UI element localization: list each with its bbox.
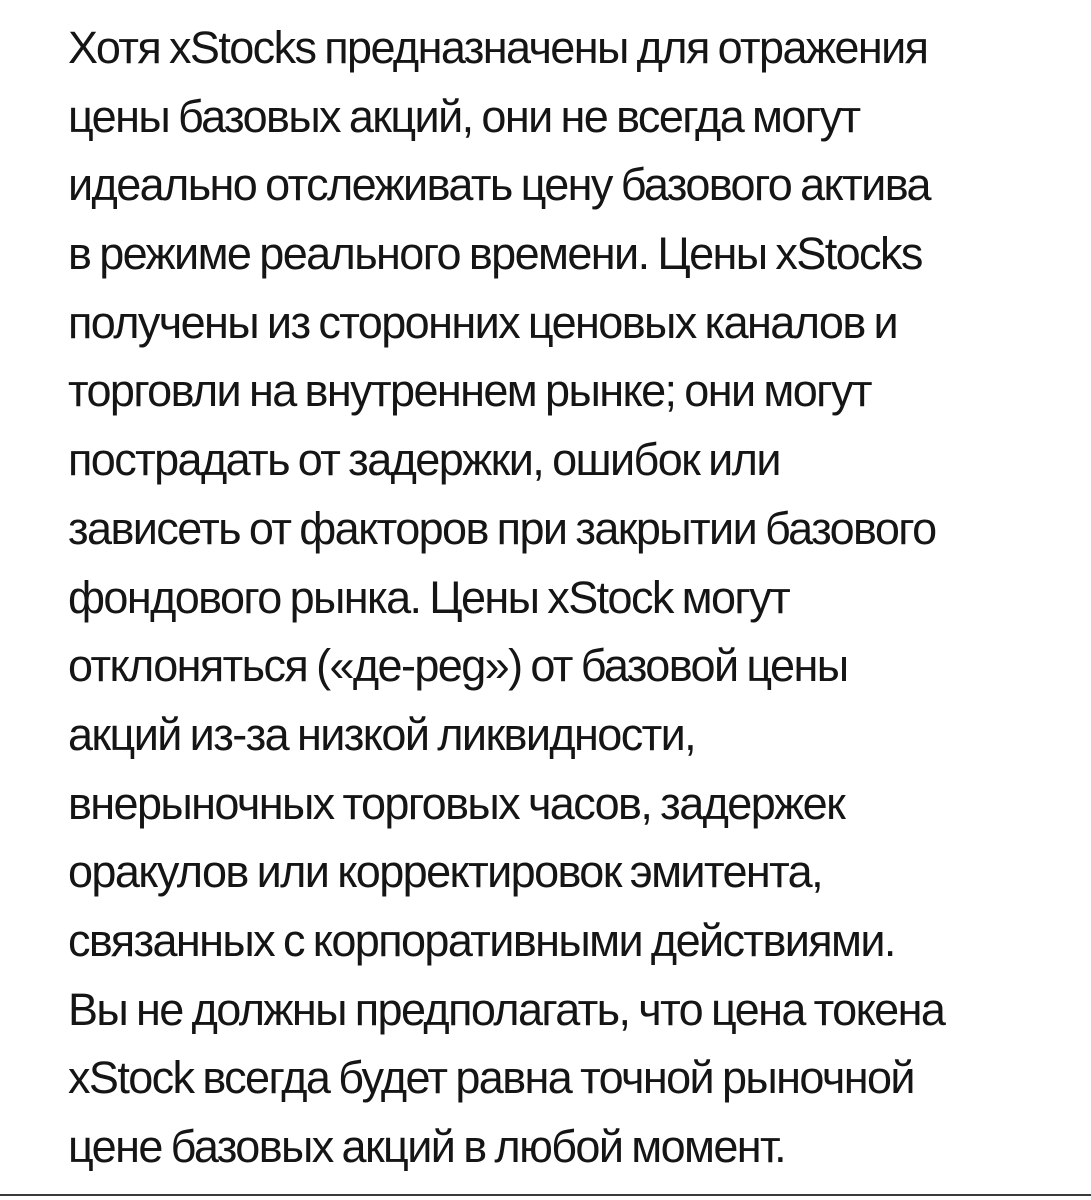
text-line: зависеть от факторов при закрытии базового [68, 502, 936, 554]
text-line: Вы не должны предполагать, что цена токена [68, 983, 945, 1035]
text-line: фондового рынка. Цены xStock могут [68, 571, 790, 623]
text-line: оракулов или корректировок эмитента, [68, 846, 822, 898]
text-line: пострадать от задержки, ошибок или [68, 434, 780, 486]
bottom-divider [0, 1194, 1091, 1196]
text-line: получены из сторонних ценовых каналов и [68, 296, 898, 348]
text-line: цены базовых акций, они не всегда могут [68, 90, 860, 142]
text-line: торговли на внутреннем рынке; они могут [68, 365, 871, 417]
text-line: идеально отслеживать цену базового актива [68, 159, 930, 211]
text-line: отклоняться («де-peg») от базовой цены [68, 640, 848, 692]
text-line: связанных с корпоративными действиями. [68, 914, 895, 966]
text-line: цене базовых акций в любой момент. [68, 1121, 785, 1172]
text-line: акций из-за низкой ликвидности, [68, 708, 696, 760]
body-paragraph [68, 14, 1068, 1182]
text-line: Хотя xStocks предназначены для отражения [68, 22, 928, 73]
text-line: xStock всегда будет равна точной рыночной [68, 1052, 914, 1104]
text-line: внерыночных торговых часов, задержек [68, 777, 845, 829]
text-line: в режиме реального времени. Цены xStocks [68, 228, 922, 280]
